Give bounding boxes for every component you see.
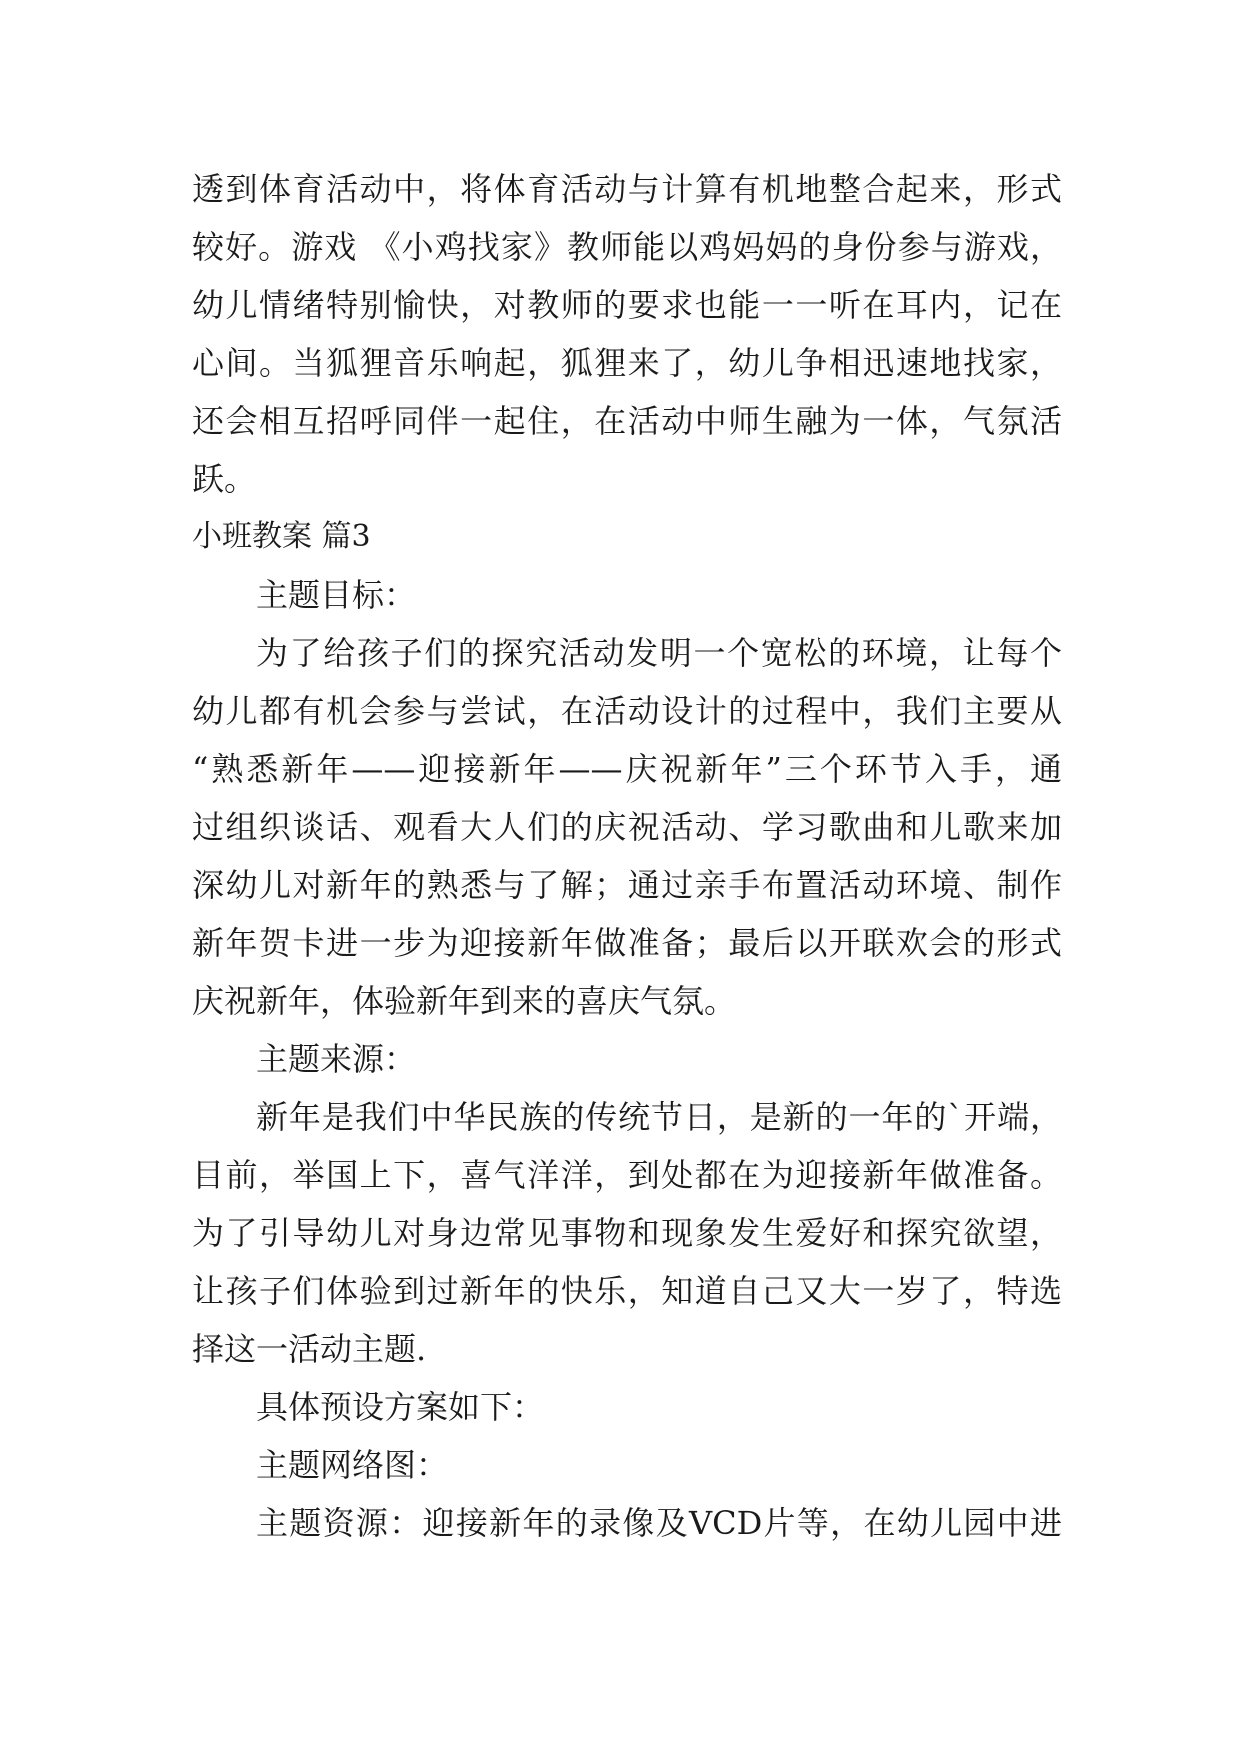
paragraph-line: 较好。游戏 《小鸡找家》教师能以鸡妈妈的身份参与游戏， xyxy=(192,228,1062,266)
paragraph-line: 新年贺卡进一步为迎接新年做准备；最后以开联欢会的形式 xyxy=(192,924,1062,962)
paragraph-line: 为了引导幼儿对身边常见事物和现象发生爱好和探究欲望， xyxy=(192,1214,1062,1252)
paragraph-line: 庆祝新年，体验新年到来的喜庆气氛。 xyxy=(192,982,737,1020)
document-page xyxy=(192,160,1062,1552)
paragraph-line: 让孩子们体验到过新年的快乐，知道自己又大一岁了，特选 xyxy=(192,1272,1062,1310)
paragraph-line: “熟悉新年——迎接新年——庆祝新年”三个环节入手，通 xyxy=(192,750,1062,788)
paragraph-line: 新年是我们中华民族的传统节日，是新的一年的`开端， xyxy=(256,1098,1062,1136)
paragraph-line: 目前，举国上下，喜气洋洋，到处都在为迎接新年做准备。 xyxy=(192,1156,1062,1194)
paragraph-line: 过组织谈话、观看大人们的庆祝活动、学习歌曲和儿歌来加 xyxy=(192,808,1062,846)
paragraph-line: 透到体育活动中，将体育活动与计算有机地整合起来，形式 xyxy=(192,170,1062,208)
paragraph-line: 为了给孩子们的探究活动发明一个宽松的环境，让每个 xyxy=(256,634,1062,672)
subheading-line: 主题网络图： xyxy=(256,1446,449,1484)
subheading-line: 主题目标： xyxy=(256,576,417,614)
paragraph-line: 择这一活动主题. xyxy=(192,1330,427,1368)
paragraph-line: 还会相互招呼同伴一起住，在活动中师生融为一体，气氛活 xyxy=(192,402,1062,440)
paragraph-line: 跃。 xyxy=(192,460,257,498)
subheading-line: 主题来源： xyxy=(256,1040,417,1078)
paragraph-line: 心间。当狐狸音乐响起，狐狸来了，幼儿争相迅速地找家， xyxy=(192,344,1062,382)
paragraph-line: 幼儿都有机会参与尝试，在活动设计的过程中，我们主要从 xyxy=(192,692,1062,730)
paragraph-line: 深幼儿对新年的熟悉与了解；通过亲手布置活动环境、制作 xyxy=(192,866,1062,904)
paragraph-line: 主题资源：迎接新年的录像及VCD片等，在幼儿园中进 xyxy=(256,1504,1062,1542)
subheading-line: 具体预设方案如下： xyxy=(256,1388,545,1426)
paragraph-line: 幼儿情绪特别愉快，对教师的要求也能一一听在耳内，记在 xyxy=(192,286,1062,324)
section-heading: 小班教案 篇3 xyxy=(192,519,371,554)
